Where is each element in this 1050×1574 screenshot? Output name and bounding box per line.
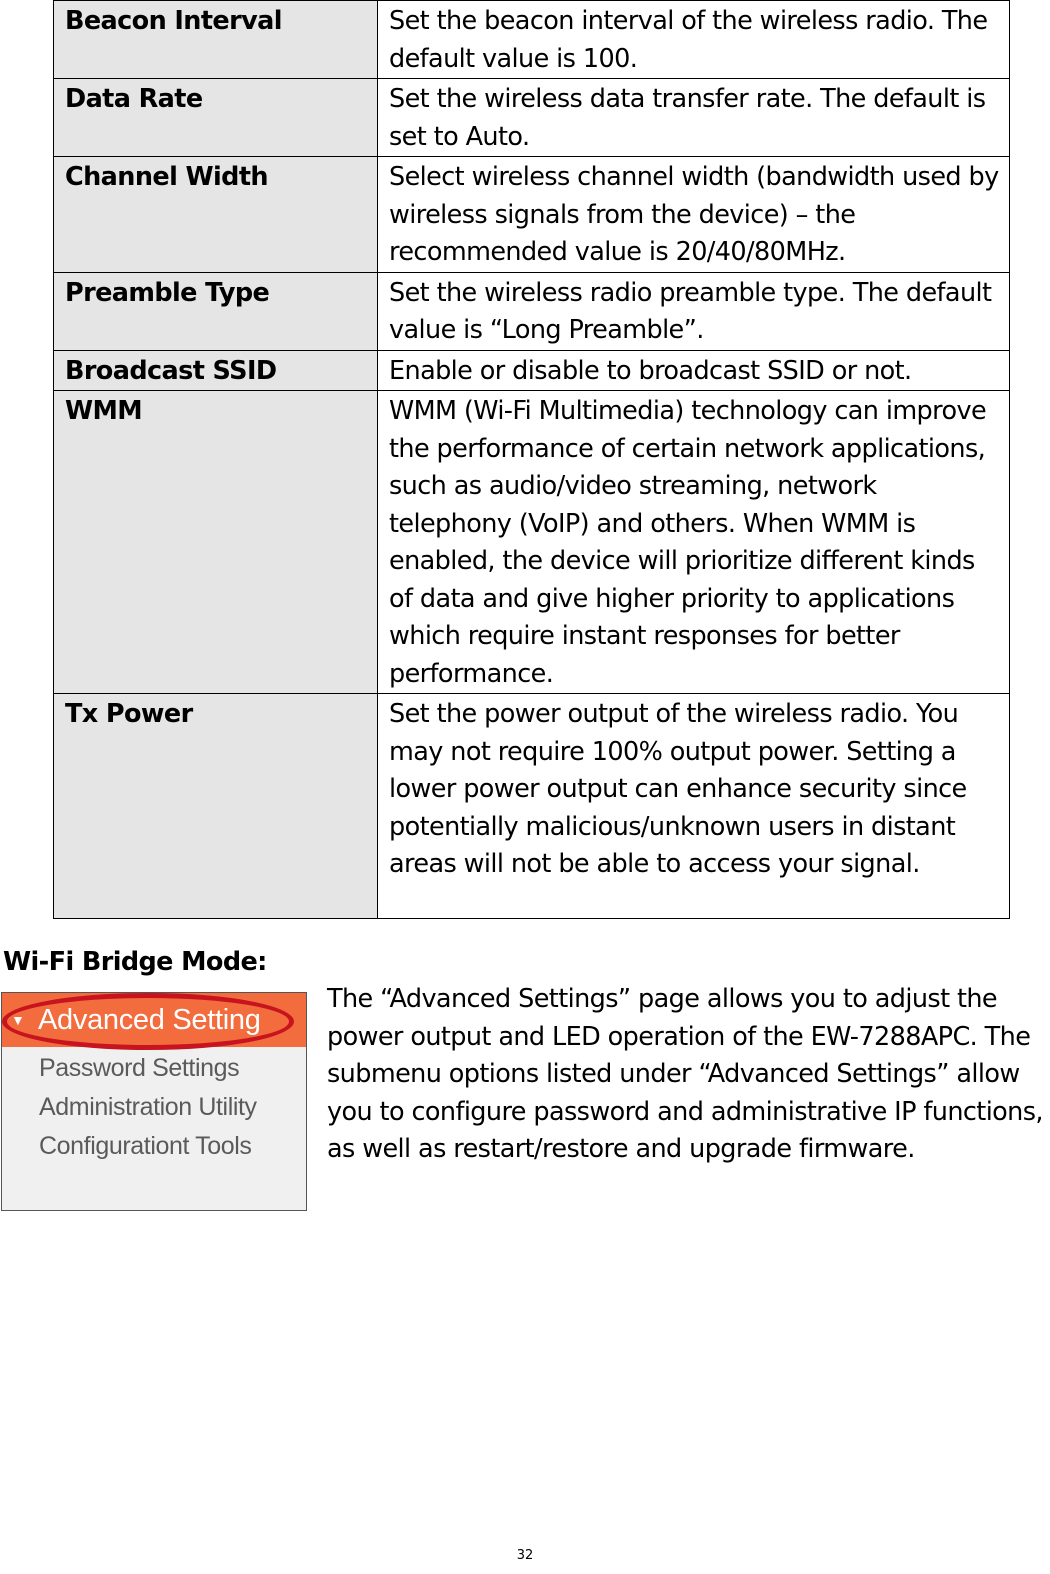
row-description: Enable or disable to broadcast SSID or not. xyxy=(378,350,1010,391)
table-row xyxy=(54,391,1010,694)
table-row xyxy=(54,1,1010,79)
table-row xyxy=(54,272,1010,350)
table-row xyxy=(54,157,1010,273)
row-description: Set the wireless radio preamble type. The default value is “Long Preamble”. xyxy=(378,272,1010,350)
menu-header-label: Advanced Setting xyxy=(38,1004,261,1036)
page-number: 32 xyxy=(516,1548,534,1563)
table-row xyxy=(54,694,1010,919)
highlight-ellipse xyxy=(2,993,294,1050)
row-description: Set the wireless data transfer rate. The default is set to Auto. xyxy=(378,79,1010,157)
row-term: Preamble Type xyxy=(54,272,378,350)
row-description: Select wireless channel width (bandwidth used by wireless signals from the device) – the recommended value is 20/40/80MHz. xyxy=(378,157,1010,273)
row-term: Broadcast SSID xyxy=(54,350,378,391)
section-heading: Wi-Fi Bridge Mode: xyxy=(3,947,267,977)
row-term: Data Rate xyxy=(54,79,378,157)
row-term: Tx Power xyxy=(54,694,378,919)
row-term: WMM xyxy=(54,391,378,694)
table-row xyxy=(54,350,1010,391)
row-term: Channel Width xyxy=(54,157,378,273)
menu-screenshot xyxy=(1,992,307,1211)
row-term: Beacon Interval xyxy=(54,1,378,79)
intro-paragraph: The “Advanced Settings” page allows you to adjust the power output and LED operation of the EW-7288APC. The submenu options listed under “Advanced Settings” allow you to configure password and administrative IP functions, as well as restart/restore and upgrade firmware. xyxy=(327,984,1043,1164)
menu-item-configuration-tools[interactable]: Configurationt Tools xyxy=(39,1132,252,1160)
table-row xyxy=(54,79,1010,157)
triangle-down-icon: ▼ xyxy=(11,1012,25,1028)
settings-table xyxy=(53,0,1010,919)
menu-item-administration-utility[interactable]: Administration Utility xyxy=(39,1093,257,1121)
row-description: Set the beacon interval of the wireless radio. The default value is 100. xyxy=(378,1,1010,79)
row-description: WMM (Wi-Fi Multimedia) technology can improve the performance of certain network applications, such as audio/video streaming, network telephony (VoIP) and others. When WMM is enabled, the device will prioritize different kinds of data and give higher priority to applications which require instant responses for better performance. xyxy=(378,391,1010,694)
menu-item-password-settings[interactable]: Password Settings xyxy=(39,1054,240,1082)
row-description: Set the power output of the wireless radio. You may not require 100% output power. Setting a lower power output can enhance security since potentially malicious/unknown users in distant areas will not be able to access your signal. xyxy=(378,694,1010,919)
